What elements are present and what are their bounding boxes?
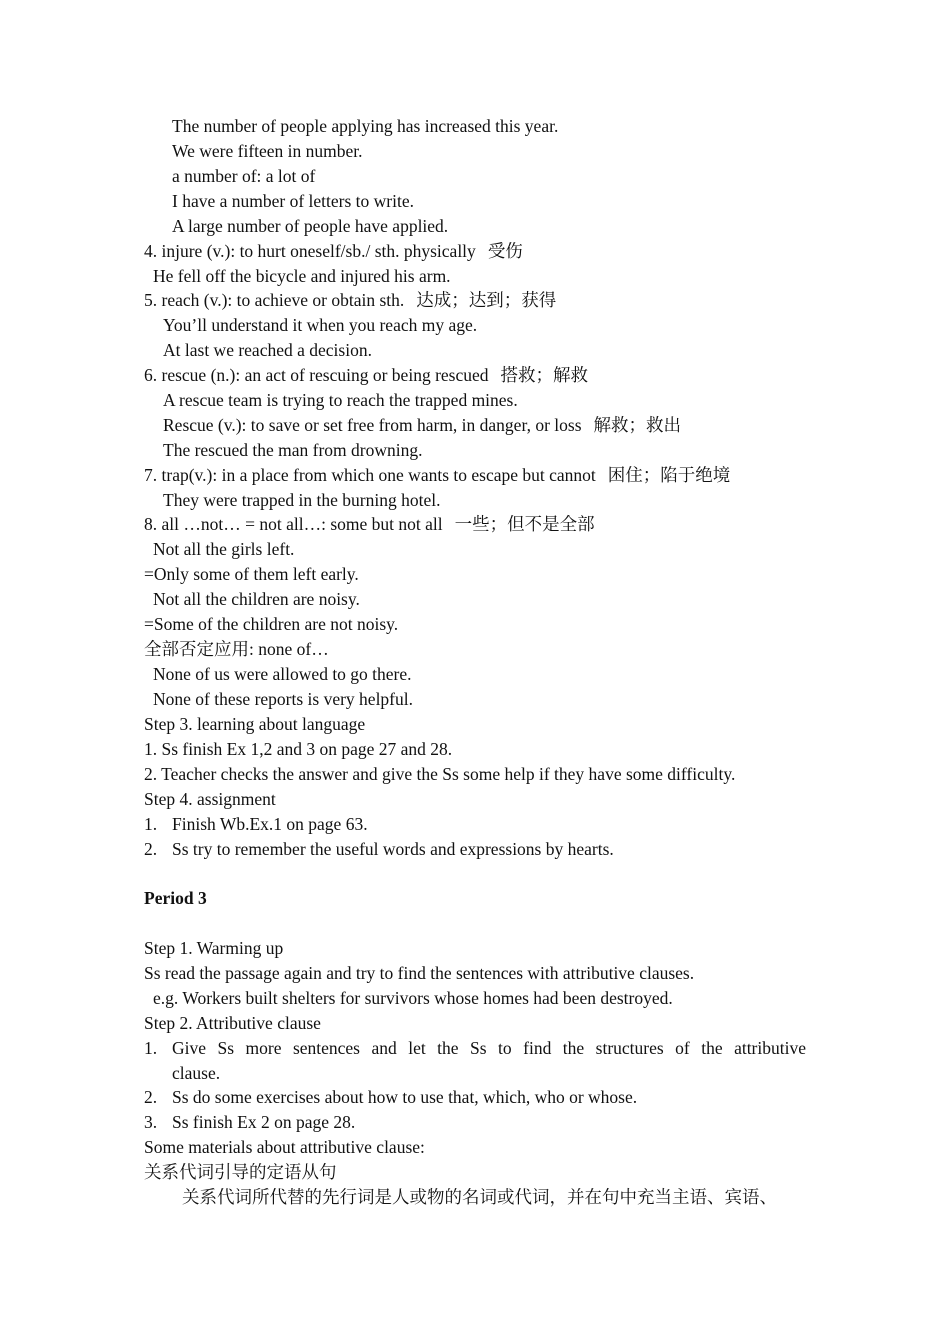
example-sentence: None of these reports is very helpful. [153, 689, 413, 709]
example-sentence: You’ll understand it when you reach my age. [163, 315, 478, 335]
vocab-entry-injure [144, 239, 523, 263]
list-text: Ss do some exercises about how to use that, which, who or whose. [172, 1087, 638, 1107]
text-line: A large number of people have applied. [172, 216, 449, 236]
list-text: Ss try to remember the useful words and expressions by hearts. [172, 839, 614, 859]
vocab-entry-rescue [144, 363, 588, 387]
vocab-entry-reach [144, 288, 556, 312]
text-line: The number of people applying has increased this year. [172, 116, 559, 136]
vocab-definition: 6. rescue (n.): an act of rescuing or being rescued [144, 365, 489, 385]
list-text: Finish Wb.Ex.1 on page 63. [172, 814, 368, 834]
example-sentence: A rescue team is trying to reach the trapped mines. [163, 390, 518, 410]
list-number: 1. [144, 1038, 158, 1058]
subheading: 关系代词引导的定语从句 [144, 1162, 337, 1182]
step-heading: Step 1. Warming up [144, 938, 284, 958]
step-heading: Step 4. assignment [144, 789, 276, 809]
text-line: Some materials about attributive clause: [144, 1137, 425, 1157]
vocab-translation: 困住；陷于绝境 [607, 465, 731, 485]
vocab-translation: 搭救；解救 [500, 365, 589, 385]
example-sentence: He fell off the bicycle and injured his arm. [153, 266, 451, 286]
section-heading: Period 3 [144, 888, 207, 908]
vocab-translation: 达成；达到；获得 [416, 290, 557, 310]
vocab-translation: 受伤 [487, 241, 523, 261]
vocab-definition: 4. injure (v.): to hurt oneself/sb./ sth. physically [144, 241, 476, 261]
example-sentence: =Some of the children are not noisy. [144, 614, 399, 634]
example-sentence: =Only some of them left early. [144, 564, 359, 584]
vocab-definition: 5. reach (v.): to achieve or obtain sth. [144, 290, 405, 310]
vocab-translation: 解救；救出 [593, 415, 682, 435]
example-sentence: Not all the girls left. [153, 539, 295, 559]
step-item: 1. Ss finish Ex 1,2 and 3 on page 27 and 28. [144, 739, 453, 759]
vocab-entry-not-all [144, 512, 595, 536]
example-sentence: They were trapped in the burning hotel. [163, 490, 441, 510]
list-number: 2. [144, 839, 158, 859]
vocab-definition: 7. trap(v.): in a place from which one wants to escape but cannot [144, 465, 596, 485]
example-sentence: Not all the children are noisy. [153, 589, 360, 609]
list-number: 1. [144, 814, 158, 834]
text-line: a number of: a lot of [172, 166, 316, 186]
text-line: We were fifteen in number. [172, 141, 363, 161]
list-number: 2. [144, 1087, 158, 1107]
step-item: Ss read the passage again and try to find the sentences with attributive clauses. [144, 963, 695, 983]
list-text-continuation: clause. [172, 1063, 221, 1083]
list-text: Ss finish Ex 2 on page 28. [172, 1112, 356, 1132]
vocab-subentry-rescue-verb [163, 413, 681, 437]
vocab-definition: 8. all …not… = not all…: some but not all [144, 514, 443, 534]
note-line: 全部否定应用: none of… [144, 639, 329, 659]
example-sentence: The rescued the man from drowning. [163, 440, 423, 460]
example-sentence: At last we reached a decision. [163, 340, 372, 360]
text-line: I have a number of letters to write. [172, 191, 414, 211]
vocab-entry-trap [144, 463, 730, 487]
list-text: Give Ss more sentences and let the Ss to find the structures of the attributive [172, 1038, 806, 1058]
step-item: 2. Teacher checks the answer and give the Ss some help if they have some difficulty. [144, 764, 736, 784]
step-heading: Step 3. learning about language [144, 714, 366, 734]
example-sentence: e.g. Workers built shelters for survivors whose homes had been destroyed. [153, 988, 673, 1008]
vocab-translation: 一些；但不是全部 [454, 514, 595, 534]
vocab-definition: Rescue (v.): to save or set free from harm, in danger, or loss [163, 415, 582, 435]
step-heading: Step 2. Attributive clause [144, 1013, 321, 1033]
paragraph-line: 关系代词所代替的先行词是人或物的名词或代词，并在句中充当主语、宾语、 [182, 1187, 777, 1207]
example-sentence: None of us were allowed to go there. [153, 664, 412, 684]
list-number: 3. [144, 1112, 158, 1132]
